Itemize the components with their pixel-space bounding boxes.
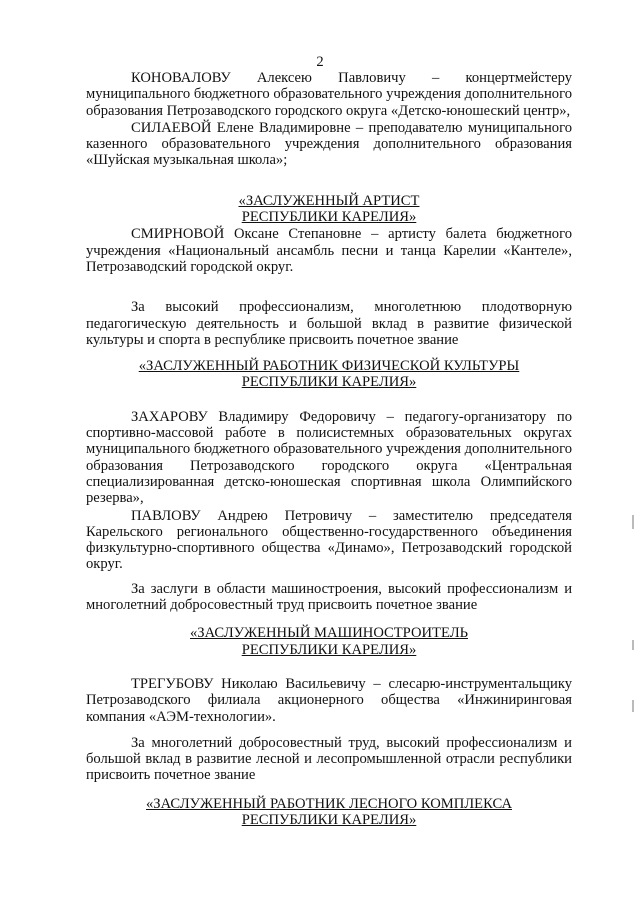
title-honored-machine-builder: [86, 625, 572, 658]
paragraph-smirnova: СМИРНОВОЙ Оксане Степановне – артисту балета бюджетного учреждения «Национальный ансамбль песни и танца Карелии «Кантеле», Петрозаводский городской округ.: [86, 226, 572, 275]
title-honored-sports-worker: [86, 358, 572, 391]
title-line: «ЗАСЛУЖЕННЫЙ РАБОТНИК ФИЗИЧЕСКОЙ КУЛЬТУРЫ: [138, 358, 520, 375]
title-line: «ЗАСЛУЖЕННЫЙ АРТИСТ: [238, 192, 420, 209]
title-line: РЕСПУБЛИКИ КАРЕЛИЯ»: [241, 209, 417, 226]
paragraph-silaeva: СИЛАЕВОЙ Елене Владимировне – преподавателю муниципального казенного образовательного учреждения дополнительного образования «Шуйская музыкальная школа»;: [86, 119, 572, 169]
document-body: [86, 70, 572, 828]
paragraph-forestry-intro: За многолетний добросовестный труд, высокий профессионализм и большой вклад в развитие лесной и лесопромышленной отрасли республики присвоить почетное звание: [86, 734, 572, 784]
title-line: РЕСПУБЛИКИ КАРЕЛИЯ»: [241, 811, 417, 828]
title-line: «ЗАСЛУЖЕННЫЙ МАШИНОСТРОИТЕЛЬ: [190, 625, 468, 642]
paragraph-sports-intro: За высокий профессионализм, многолетнюю плодотворную педагогическую деятельность и большой вклад в развитие физической культуры и спорта в республике присвоить почетное звание: [86, 299, 572, 348]
scan-artifact: [632, 640, 634, 650]
paragraph-konovalov: КОНОВАЛОВУ Алексею Павловичу – концертмейстеру муниципального бюджетного образовательного учреждения дополнительного образования Петрозаводского городского округа «Детско-юношеский центр»,: [86, 70, 572, 119]
page-number: 2: [316, 54, 324, 70]
paragraph-zakharov: ЗАХАРОВУ Владимиру Федоровичу – педагогу-организатору по спортивно-массовой работе в полисистемных образовательных округах муниципального бюджетного образовательного учреждения дополнительного образования Петрозаводского городского округа «Центральная специализированная детско-юношеская спортивная школа Олимпийского резерва»,: [86, 408, 572, 507]
paragraph-machinery-intro: За заслуги в области машиностроения, высокий профессионализм и многолетний добросовестный труд присвоить почетное звание: [86, 580, 572, 614]
scan-artifact: [632, 515, 634, 529]
title-honored-forestry-worker: [86, 796, 572, 829]
scan-artifact: [632, 700, 634, 712]
paragraph-pavlov: ПАВЛОВУ Андрею Петровичу – заместителю председателя Карельского регионального общественно-государственного объединения физкультурно-спортивного общества «Динамо», Петрозаводский городской округ.: [86, 507, 572, 573]
title-honored-artist: [86, 193, 572, 226]
paragraph-tregubov: ТРЕГУБОВУ Николаю Васильевичу – слесарю-инструментальщику Петрозаводского филиала акционерного общества «Инжиниринговая компания «АЭМ-технологии».: [86, 675, 572, 725]
title-line: РЕСПУБЛИКИ КАРЕЛИЯ»: [241, 641, 417, 658]
title-line: «ЗАСЛУЖЕННЫЙ РАБОТНИК ЛЕСНОГО КОМПЛЕКСА: [145, 795, 513, 812]
title-line: РЕСПУБЛИКИ КАРЕЛИЯ»: [241, 374, 417, 391]
